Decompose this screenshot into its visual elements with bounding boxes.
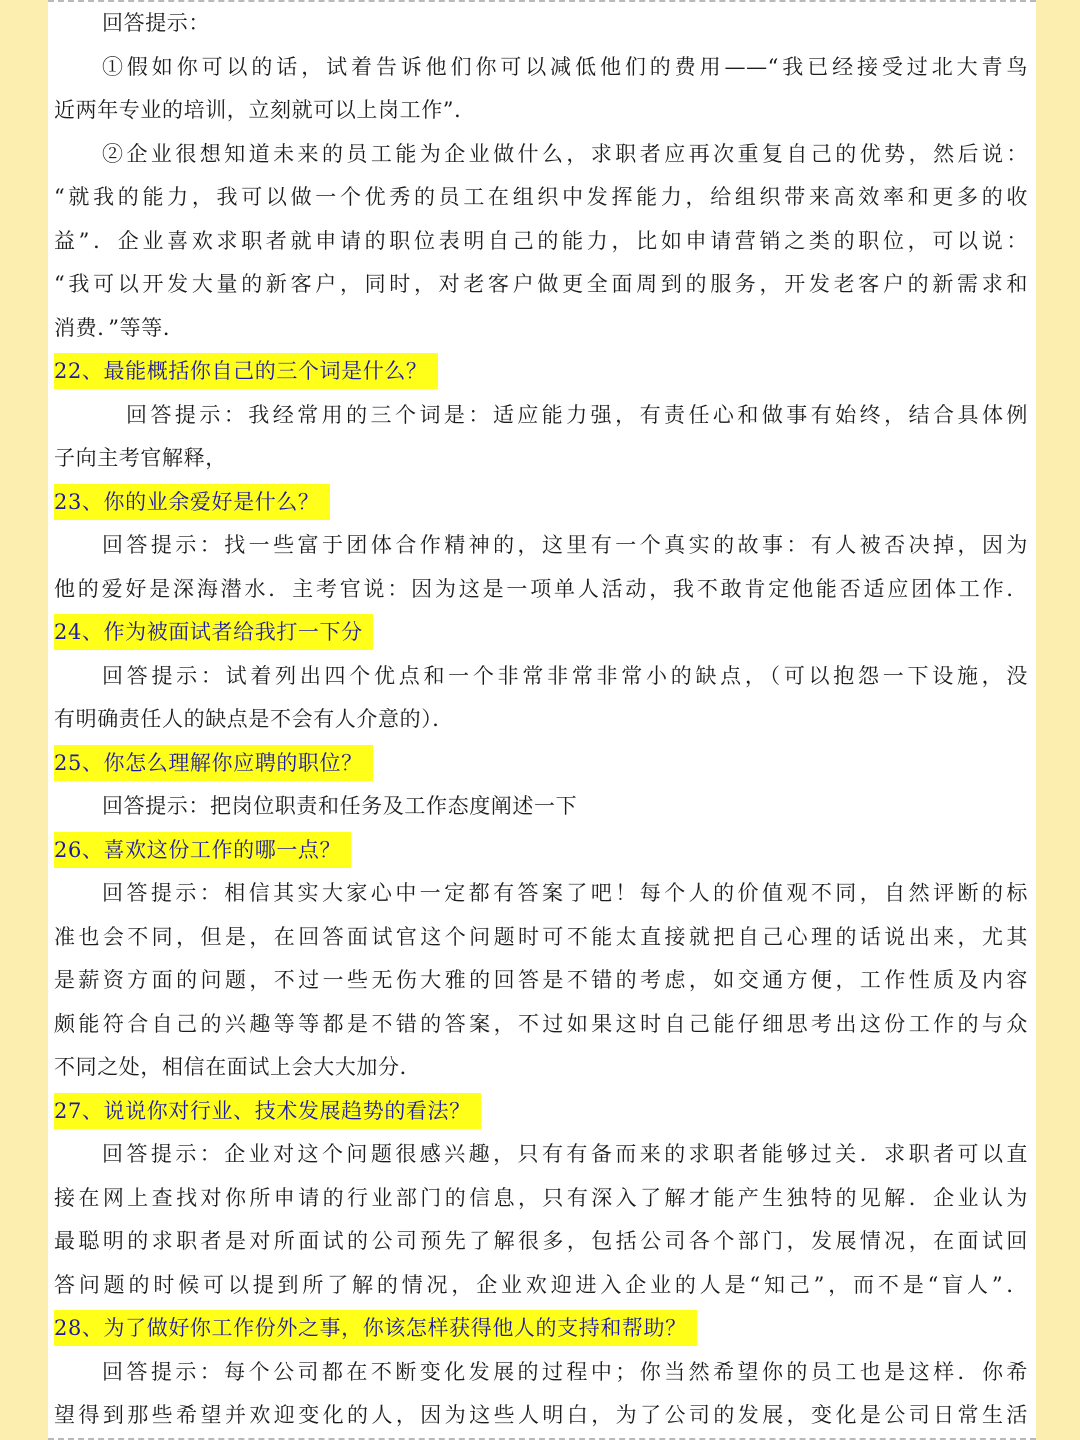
text-line: “我可以开发大量的新客户，同时，对老客户做更全面周到的服务，开发老客户的新需求和 bbox=[54, 272, 1028, 296]
text-line: 望得到那些希望并欢迎变化的人，因为这些人明白，为了公司的发展，变化是公司日常生活 bbox=[54, 1403, 1028, 1427]
question-heading bbox=[54, 742, 1028, 786]
question-heading bbox=[54, 1090, 1028, 1134]
text-line: 是薪资方面的问题，不过一些无伤大雅的回答是不错的考虑，如交通方便，工作性质及内容 bbox=[54, 968, 1028, 992]
question-highlight: 25、你怎么理解你应聘的职位？ bbox=[54, 745, 373, 781]
text-line: 有明确责任人的缺点是不会有人介意的）． bbox=[54, 707, 454, 731]
text-line: “就我的能力，我可以做一个优秀的员工在组织中发挥能力，给组织带来高效率和更多的收 bbox=[54, 185, 1028, 209]
question-heading bbox=[54, 829, 1028, 873]
question-highlight: 26、喜欢这份工作的哪一点？ bbox=[54, 832, 351, 868]
text-line: 回答提示：相信其实大家心中一定都有答案了吧！每个人的价值观不同，自然评断的标 bbox=[102, 881, 1028, 905]
text-line: 回答提示：把岗位职责和任务及工作态度阐述一下 bbox=[102, 794, 578, 818]
text-line: 颇能符合自己的兴趣等等都是不错的答案，不过如果这时自己能仔细思考出这份工作的与众 bbox=[54, 1011, 1028, 1036]
question-highlight: 27、说说你对行业、技术发展趋势的看法？ bbox=[54, 1093, 481, 1129]
text-line: ②企业很想知道未来的员工能为企业做什么，求职者应再次重复自己的优势，然后说： bbox=[102, 141, 1028, 166]
text-line: 他的爱好是深海潜水．主考官说：因为这是一项单人活动，我不敢肯定他能否适应团体工作． bbox=[54, 576, 1028, 601]
question-highlight: 28、为了做好你工作份外之事，你该怎样获得他人的支持和帮助？ bbox=[54, 1310, 697, 1346]
text-line: 回答提示：企业对这个问题很感兴趣，只有有备而来的求职者能够过关．求职者可以直 bbox=[102, 1142, 1028, 1166]
text-line: 答问题的时候可以提到所了解的情况，企业欢迎进入企业的人是“知己”，而不是“盲人”． bbox=[54, 1272, 1028, 1297]
question-highlight: 24、作为被面试者给我打一下分 bbox=[54, 614, 373, 650]
text-line: 回答提示： bbox=[102, 11, 210, 35]
text-line: 益”．企业喜欢求职者就申请的职位表明自己的能力，比如申请营销之类的职位，可以说： bbox=[54, 228, 1028, 253]
text-line: 准也会不同，但是，在回答面试官这个问题时可不能太直接就把自己心理的话说出来，尤其 bbox=[54, 924, 1028, 949]
text-line: 回答提示：我经常用的三个词是：适应能力强，有责任心和做事有始终，结合具体例 bbox=[126, 402, 1028, 427]
question-highlight: 22、最能概括你自己的三个词是什么？ bbox=[54, 353, 438, 389]
text-line: ①假如你可以的话，试着告诉他们你可以减低他们的费用——“我已经接受过北大青鸟 bbox=[102, 54, 1028, 79]
text-line: 消费．”等等． bbox=[54, 315, 185, 340]
question-heading bbox=[54, 1307, 1028, 1351]
text-line: 最聪明的求职者是对所面试的公司预先了解很多，包括公司各个部门，发展情况，在面试回 bbox=[54, 1229, 1028, 1253]
text-line: 接在网上查找对你所申请的行业部门的信息，只有深入了解才能产生独特的见解．企业认为 bbox=[54, 1185, 1028, 1210]
text-line: 不同之处，相信在面试上会大大加分． bbox=[54, 1055, 422, 1079]
document-content bbox=[54, 2, 1028, 1438]
text-line: 近两年专业的培训，立刻就可以上岗工作”． bbox=[54, 98, 476, 122]
text-line: 回答提示：找一些富于团体合作精神的，这里有一个真实的故事：有人被否决掉，因为 bbox=[102, 533, 1028, 557]
text-line: 回答提示：试着列出四个优点和一个非常非常非常小的缺点，（可以抱怨一下设施，没 bbox=[102, 663, 1028, 688]
question-heading bbox=[54, 350, 1028, 394]
question-heading bbox=[54, 481, 1028, 525]
question-highlight: 23、你的业余爱好是什么？ bbox=[54, 484, 330, 520]
question-heading bbox=[54, 611, 1028, 655]
text-line: 子向主考官解释， bbox=[54, 446, 227, 470]
text-line: 回答提示：每个公司都在不断变化发展的过程中；你当然希望你的员工也是这样．你希 bbox=[102, 1359, 1028, 1384]
document-page bbox=[48, 0, 1036, 1440]
